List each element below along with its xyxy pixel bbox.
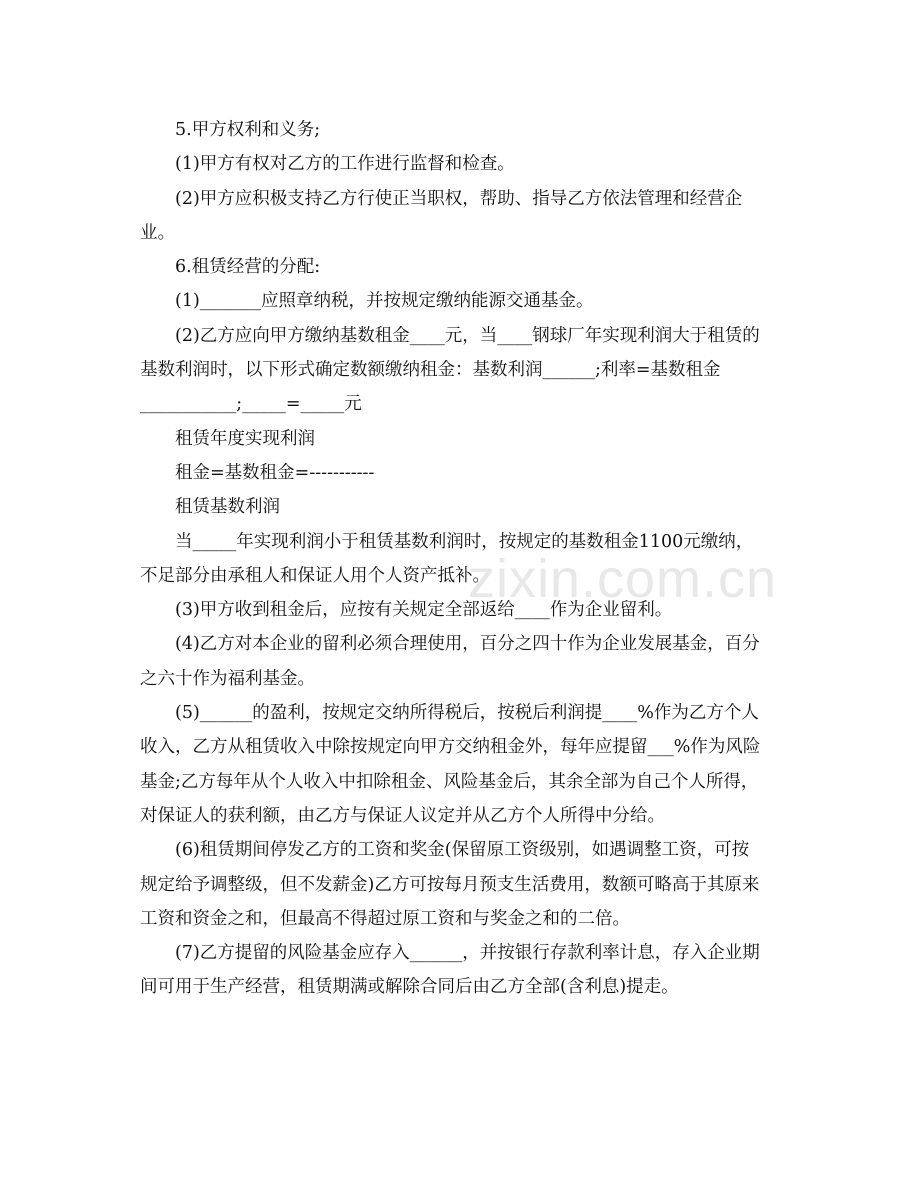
paragraph-line: 业。: [140, 222, 175, 243]
paragraph-line: (5)______的盈利，按规定交纳所得税后，按税后利润提____%作为乙方个人: [175, 703, 759, 724]
watermark: zixin.com.cn: [468, 549, 778, 609]
paragraph-line: 基数利润时，以下形式确定数额缴纳租金：基数利润______;利率=基数租金: [140, 360, 721, 381]
paragraph-line: ___________;_____=_____元: [140, 394, 362, 415]
paragraph-line: (1)甲方有权对乙方的工作进行监督和检查。: [175, 154, 515, 175]
paragraph-line: 工资和资金之和，但最高不得超过原工资和与奖金之和的二倍。: [140, 908, 630, 929]
paragraph-line: (7)乙方提留的风险基金应存入______，并按银行存款利率计息，存入企业期: [175, 943, 760, 964]
paragraph-line: 对保证人的获利额，由乙方与保证人议定并从乙方个人所得中分给。: [140, 805, 665, 826]
paragraph-line: 租赁年度实现利润: [175, 428, 315, 449]
paragraph-line: 收入，乙方从租赁收入中除按规定向甲方交纳租金外，每年应提留___%作为风险: [140, 737, 761, 758]
paragraph-line: 租金=基数租金=-----------: [175, 462, 375, 483]
paragraph-line: 租赁基数利润: [175, 497, 280, 518]
paragraph-line: (4)乙方对本企业的留利必须合理使用，百分之四十作为企业发展基金，百分: [175, 634, 760, 655]
paragraph-line: (2)乙方应向甲方缴纳基数租金____元，当____钢球厂年实现利润大于租赁的: [175, 325, 760, 346]
paragraph-line: 基金;乙方每年从个人收入中扣除租金、风险基金后，其余全部为自己个人所得，: [140, 771, 759, 792]
paragraph-line: 6.租赁经营的分配:: [175, 257, 321, 278]
paragraph-line: 之六十作为福利基金。: [140, 668, 315, 689]
document-body: [140, 113, 785, 1005]
paragraph-line: (6)租赁期间停发乙方的工资和奖金(保留原工资级别，如遇调整工资，可按: [175, 840, 750, 861]
paragraph-line: 不足部分由承租人和保证人用个人资产抵补。: [140, 565, 490, 586]
paragraph-line: (3)甲方收到租金后，应按有关规定全部返给____作为企业留利。: [175, 600, 673, 621]
paragraph-line: 规定给予调整级，但不发薪金)乙方可按每月预支生活费用，数额可略高于其原来: [140, 874, 760, 895]
paragraph-line: (1)_______应照章纳税，并按规定缴纳能源交通基金。: [175, 291, 594, 312]
paragraph-line: (2)甲方应积极支持乙方行使正当职权，帮助、指导乙方依法管理和经营企: [175, 188, 743, 209]
paragraph-line: 间可用于生产经营，租赁期满或解除合同后由乙方全部(含利息)提走。: [140, 977, 679, 998]
paragraph-line: 当_____年实现利润小于租赁基数利润时，按规定的基数租金1100元缴纳，: [175, 531, 754, 552]
paragraph-line: 5.甲方权利和义务;: [175, 120, 321, 140]
